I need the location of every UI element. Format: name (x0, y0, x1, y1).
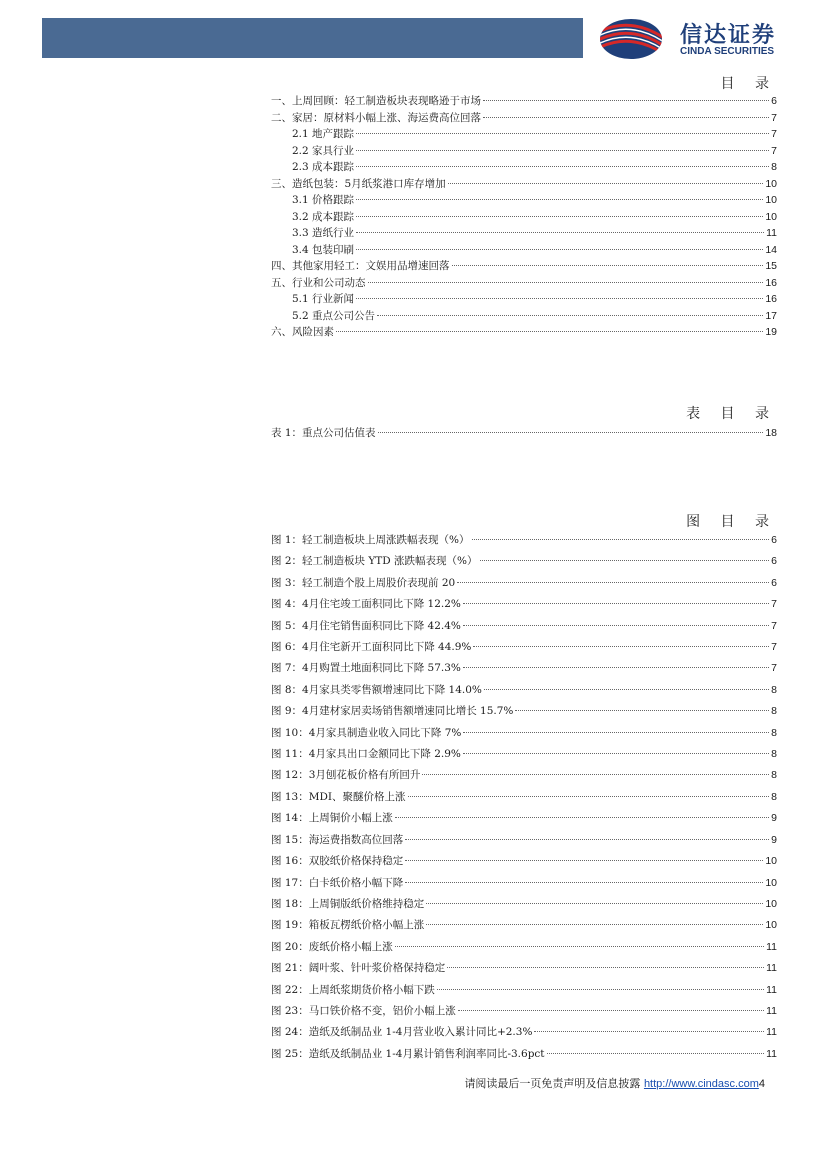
toc-entry-label: 二、家居：原材料小幅上涨、海运费高位回落 (271, 111, 481, 124)
dot-leader (377, 315, 763, 316)
figure-entry[interactable] (271, 851, 777, 872)
figure-entry[interactable] (271, 616, 777, 637)
figure-entry-page: 10 (765, 855, 777, 868)
toc-entry[interactable] (271, 176, 777, 193)
table-entry-label: 表 1：重点公司估值表 (271, 427, 376, 439)
toc-title: 目 录 (720, 76, 777, 92)
toc-entry[interactable] (271, 258, 777, 275)
toc-entry-page: 7 (771, 111, 777, 124)
figure-entry-page: 8 (771, 683, 777, 696)
dot-leader (483, 117, 769, 118)
toc-entry-page: 10 (765, 194, 777, 206)
figure-entry-label: 图 2：轻工制造板块 YTD 涨跌幅表现（%） (271, 555, 478, 568)
toc-entry-label: 三、造纸包装：5月纸浆港口库存增加 (271, 177, 446, 190)
dot-leader (515, 710, 769, 711)
dot-leader (408, 796, 770, 797)
dot-leader (463, 625, 769, 626)
dot-leader (426, 924, 763, 925)
dot-leader (452, 265, 764, 266)
toc-entry-label: 六、风险因素 (271, 326, 334, 338)
toc-entry[interactable] (271, 275, 777, 292)
page-footer (464, 1075, 765, 1091)
figure-entry-label: 图 12：3月刨花板价格有所回升 (271, 769, 421, 782)
logo-english-name: CINDA SECURITIES (680, 46, 775, 57)
figure-entry[interactable] (271, 1001, 777, 1022)
figure-entry-page: 8 (771, 748, 777, 761)
footer-disclaimer: 请阅读最后一页免责声明及信息披露 (464, 1077, 641, 1090)
figures-list (271, 530, 777, 1065)
figure-entry-page: 6 (771, 555, 777, 568)
figure-entry-label: 图 17：白卡纸价格小幅下降 (271, 876, 404, 889)
dot-leader (395, 817, 769, 818)
toc-entry-label: 3.2 成本跟踪 (292, 210, 355, 223)
figure-entry-label: 图 4：4月住宅竣工面积同比下降 12.2% (271, 598, 461, 611)
figure-entry-page: 9 (771, 812, 777, 825)
dot-leader (356, 249, 763, 250)
figure-entry-page: 11 (766, 962, 777, 975)
figure-entry-page: 7 (771, 662, 777, 675)
dot-leader (356, 216, 763, 217)
header-bar (42, 18, 583, 58)
figure-entry-page: 11 (766, 940, 777, 953)
figure-entry-page: 6 (771, 576, 777, 589)
figure-entry-label: 图 20：废纸价格小幅上涨 (271, 940, 393, 953)
figure-entry-label: 图 11：4月家具出口金额同比下降 2.9% (271, 748, 461, 761)
cinda-logo (598, 18, 798, 60)
toc-entry-page: 15 (765, 260, 777, 272)
figure-entry-page: 7 (771, 641, 777, 654)
figure-entry[interactable] (271, 1022, 777, 1043)
toc-entry-label: 3.4 包装印刷 (292, 243, 355, 256)
figure-entry[interactable] (271, 808, 777, 829)
figure-entry-page: 8 (771, 705, 777, 718)
figure-entry[interactable] (271, 830, 777, 851)
figure-entry-page: 11 (766, 983, 777, 996)
toc-entry-page: 10 (765, 210, 777, 223)
figure-entry[interactable] (271, 765, 777, 786)
figure-entry[interactable] (271, 637, 777, 658)
toc-entry[interactable] (271, 209, 777, 226)
toc-entry-page: 7 (771, 144, 777, 157)
toc-entry[interactable] (271, 291, 777, 308)
figure-entry-page: 8 (771, 726, 777, 739)
figure-entry[interactable] (271, 980, 777, 1001)
figure-entry-label: 图 15：海运费指数高位回落 (271, 833, 404, 846)
toc-entry-page: 7 (771, 128, 777, 140)
figure-entry-label: 图 21：阔叶浆、针叶浆价格保持稳定 (271, 962, 446, 975)
dot-leader (405, 839, 769, 840)
toc-entry[interactable] (271, 93, 777, 110)
dot-leader (356, 133, 769, 134)
dot-leader (448, 183, 764, 184)
figure-entry[interactable] (271, 873, 777, 894)
figures-title: 图 目 录 (686, 514, 777, 530)
toc-entry-page: 8 (771, 161, 777, 173)
figure-entry-label: 图 3：轻工制造个股上周股价表现前 20 (271, 576, 456, 589)
figure-entry[interactable] (271, 787, 777, 808)
table-entry[interactable] (271, 425, 777, 442)
footer-page-number: 4 (758, 1078, 765, 1090)
figure-entry-label: 图 8：4月家具类零售额增速同比下降 14.0% (271, 683, 482, 696)
tables-title: 表 目 录 (686, 406, 777, 422)
figure-entry-label: 图 7：4月购置土地面积同比下降 57.3% (271, 662, 461, 675)
toc-entry-label: 一、上周回顾：轻工制造板块表现略逊于市场 (271, 95, 481, 107)
figure-entry[interactable] (271, 551, 777, 572)
toc-entry[interactable] (271, 242, 777, 259)
figure-entry[interactable] (271, 573, 777, 594)
dot-leader (480, 560, 770, 561)
figure-entry-label: 图 5：4月住宅销售面积同比下降 42.4% (271, 619, 461, 632)
footer-url-link[interactable]: http://www.cindasc.com (643, 1078, 759, 1090)
dot-leader (463, 603, 769, 604)
figure-entry-page: 11 (766, 1004, 777, 1017)
toc-list (271, 93, 777, 341)
figure-entry[interactable] (271, 1044, 777, 1065)
toc-entry[interactable] (271, 192, 777, 209)
figure-entry-page: 7 (771, 619, 777, 632)
toc-entry[interactable] (271, 110, 777, 127)
dot-leader (437, 989, 764, 990)
figure-entry-label: 图 18：上周铜版纸价格维持稳定 (271, 897, 425, 910)
dot-leader (534, 1031, 764, 1032)
toc-entry-label: 3.3 造纸行业 (292, 227, 355, 239)
toc-entry[interactable] (271, 159, 777, 176)
toc-entry-label: 五、行业和公司动态 (271, 276, 366, 289)
figure-entry-page: 9 (771, 833, 777, 846)
dot-leader (395, 946, 764, 947)
toc-entry-page: 14 (765, 243, 777, 256)
toc-entry-label: 2.1 地产跟踪 (292, 128, 355, 140)
dot-leader (458, 1010, 764, 1011)
dot-leader (405, 882, 763, 883)
dot-leader (457, 582, 769, 583)
toc-entry-label: 5.2 重点公司公告 (292, 309, 376, 322)
table-entry-page: 18 (765, 427, 777, 439)
figure-entry-label: 图 13：MDI、聚醚价格上涨 (271, 790, 406, 803)
toc-entry-page: 16 (765, 276, 777, 289)
figure-entry-label: 图 9：4月建材家居卖场销售额增速同比增长 15.7% (271, 705, 514, 718)
dot-leader (356, 298, 763, 299)
figure-entry-page: 10 (765, 897, 777, 910)
dot-leader (547, 1053, 765, 1054)
toc-entry[interactable] (271, 126, 777, 143)
toc-entry-label: 3.1 价格跟踪 (292, 194, 355, 206)
dot-leader (463, 732, 769, 733)
figure-entry-label: 图 22：上周纸浆期货价格小幅下跌 (271, 983, 435, 996)
dot-leader (405, 860, 763, 861)
figure-entry[interactable] (271, 594, 777, 615)
figure-entry-page: 11 (766, 1026, 777, 1039)
toc-entry-label: 5.1 行业新闻 (292, 293, 355, 305)
tables-list (271, 425, 777, 442)
figure-entry-label: 图 14：上周铜价小幅上涨 (271, 812, 393, 825)
figure-entry-label: 图 25：造纸及纸制品业 1-4月累计销售利润率同比-3.6pct (271, 1047, 545, 1060)
figure-entry-label: 图 23：马口铁价格不变，铝价小幅上涨 (271, 1004, 456, 1017)
toc-entry-page: 19 (765, 326, 777, 338)
figure-entry-label: 图 24：造纸及纸制品业 1-4月营业收入累计同比+2.3% (271, 1026, 533, 1039)
figure-entry-label: 图 16：双胶纸价格保持稳定 (271, 855, 404, 868)
toc-entry[interactable] (271, 324, 777, 341)
figure-entry-page: 8 (771, 769, 777, 782)
figure-entry[interactable] (271, 958, 777, 979)
toc-entry-page: 6 (771, 95, 777, 107)
dot-leader (472, 539, 770, 540)
figure-entry-page: 11 (766, 1047, 777, 1060)
dot-leader (463, 667, 769, 668)
cinda-globe-icon (598, 18, 664, 60)
dot-leader (426, 903, 763, 904)
figure-entry[interactable] (271, 530, 777, 551)
toc-entry-label: 四、其他家用轻工：文娱用品增速回落 (271, 260, 450, 272)
dot-leader (356, 199, 763, 200)
dot-leader (484, 689, 769, 690)
figure-entry-page: 8 (771, 790, 777, 803)
toc-entry[interactable] (271, 225, 777, 242)
figure-entry[interactable] (271, 723, 777, 744)
dot-leader (368, 282, 764, 283)
toc-entry-page: 11 (766, 227, 777, 239)
toc-entry-label: 2.3 成本跟踪 (292, 161, 355, 173)
figure-entry[interactable] (271, 894, 777, 915)
logo-chinese-name: 信达证券 (680, 23, 777, 48)
figure-entry-label: 图 1：轻工制造板块上周涨跌幅表现（%） (271, 534, 470, 546)
figure-entry-page: 6 (771, 534, 777, 546)
toc-entry-page: 10 (765, 177, 777, 190)
figure-entry-page: 10 (765, 919, 777, 932)
dot-leader (336, 331, 763, 332)
figure-entry[interactable] (271, 701, 777, 722)
figure-entry-page: 10 (765, 876, 777, 889)
dot-leader (422, 774, 769, 775)
toc-entry-page: 16 (765, 293, 777, 305)
dot-leader (356, 150, 769, 151)
figure-entry[interactable] (271, 658, 777, 679)
figure-entry[interactable] (271, 744, 777, 765)
dot-leader (378, 432, 764, 433)
figure-entry-label: 图 19：箱板瓦楞纸价格小幅上涨 (271, 919, 425, 932)
dot-leader (483, 100, 769, 101)
dot-leader (356, 166, 769, 167)
toc-entry-label: 2.2 家具行业 (292, 144, 355, 157)
figure-entry-label: 图 6：4月住宅新开工面积同比下降 44.9% (271, 641, 472, 654)
figure-entry-page: 7 (771, 598, 777, 611)
dot-leader (447, 967, 764, 968)
toc-entry-page: 17 (765, 309, 777, 322)
figure-entry-label: 图 10：4月家具制造业收入同比下降 7% (271, 726, 462, 739)
toc-entry[interactable] (271, 308, 777, 325)
dot-leader (473, 646, 769, 647)
toc-entry[interactable] (271, 143, 777, 160)
dot-leader (463, 753, 769, 754)
figure-entry[interactable] (271, 937, 777, 958)
figure-entry[interactable] (271, 915, 777, 936)
figure-entry[interactable] (271, 680, 777, 701)
dot-leader (356, 232, 764, 233)
